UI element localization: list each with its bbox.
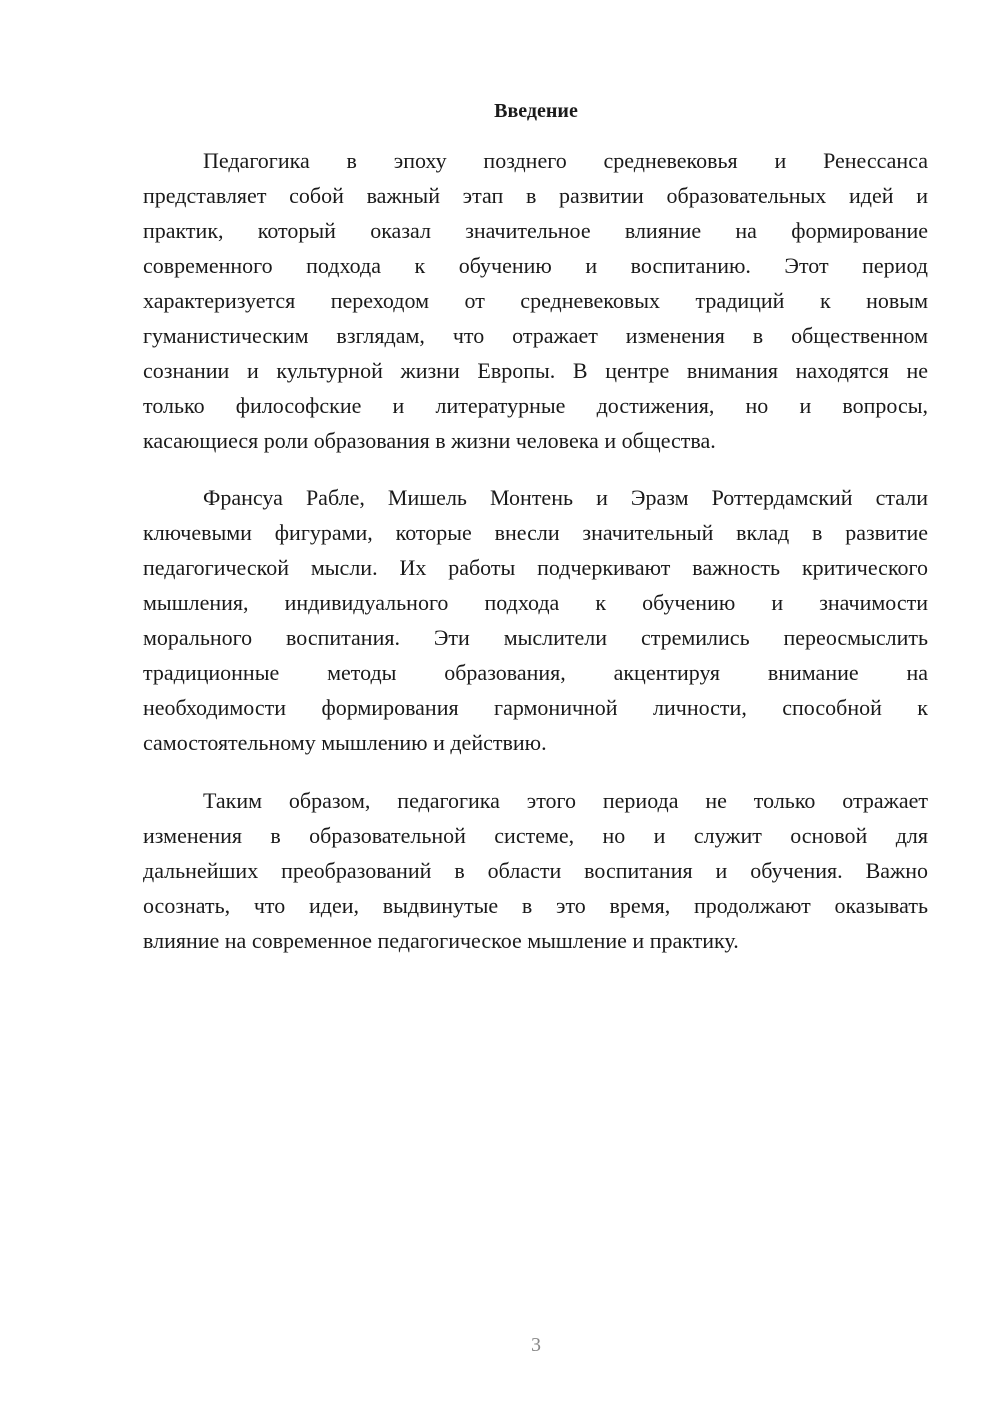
text-line: мышления, индивидуального подхода к обучению и значимости [143,590,928,615]
text-line: гуманистическим взглядам, что отражает изменения в общественном [143,323,928,348]
section-title: Введение [494,100,578,122]
page-number: 3 [531,1334,541,1356]
text-line: традиционные методы образования, акцентируя внимание на [143,660,928,685]
text-line: Франсуа Рабле, Мишель Монтень и Эразм Роттердамский стали [203,485,928,510]
text-line: только философские и литературные достижения, но и вопросы, [143,393,928,418]
paragraph-2 [143,480,928,760]
text-line: Таким образом, педагогика этого периода не только отражает [203,788,928,813]
text-line: сознании и культурной жизни Европы. В центре внимания находятся не [143,358,928,383]
paragraph-1 [143,143,928,458]
text-line: педагогической мысли. Их работы подчеркивают важность критического [143,555,928,580]
text-line: ключевыми фигурами, которые внесли значительный вклад в развитие [143,520,928,545]
text-line: характеризуется переходом от средневековых традиций к новым [143,288,928,313]
text-line: осознать, что идеи, выдвинутые в это время, продолжают оказывать [143,893,928,918]
text-line: необходимости формирования гармоничной личности, способной к [143,695,928,720]
text-line: самостоятельному мышлению и действию. [143,730,547,755]
text-line: практик, который оказал значительное влияние на формирование [143,218,928,243]
text-line: Педагогика в эпоху позднего средневековья и Ренессанса [203,148,928,173]
text-line: влияние на современное педагогическое мышление и практику. [143,928,739,953]
text-line: изменения в образовательной системе, но и служит основой для [143,823,928,848]
paragraph-3 [143,783,928,958]
text-line: морального воспитания. Эти мыслители стремились переосмыслить [143,625,928,650]
text-line: современного подхода к обучению и воспитанию. Этот период [143,253,928,278]
text-line: касающиеся роли образования в жизни человека и общества. [143,428,716,453]
text-line: представляет собой важный этап в развитии образовательных идей и [143,183,928,208]
text-line: дальнейших преобразований в области воспитания и обучения. Важно [143,858,928,883]
